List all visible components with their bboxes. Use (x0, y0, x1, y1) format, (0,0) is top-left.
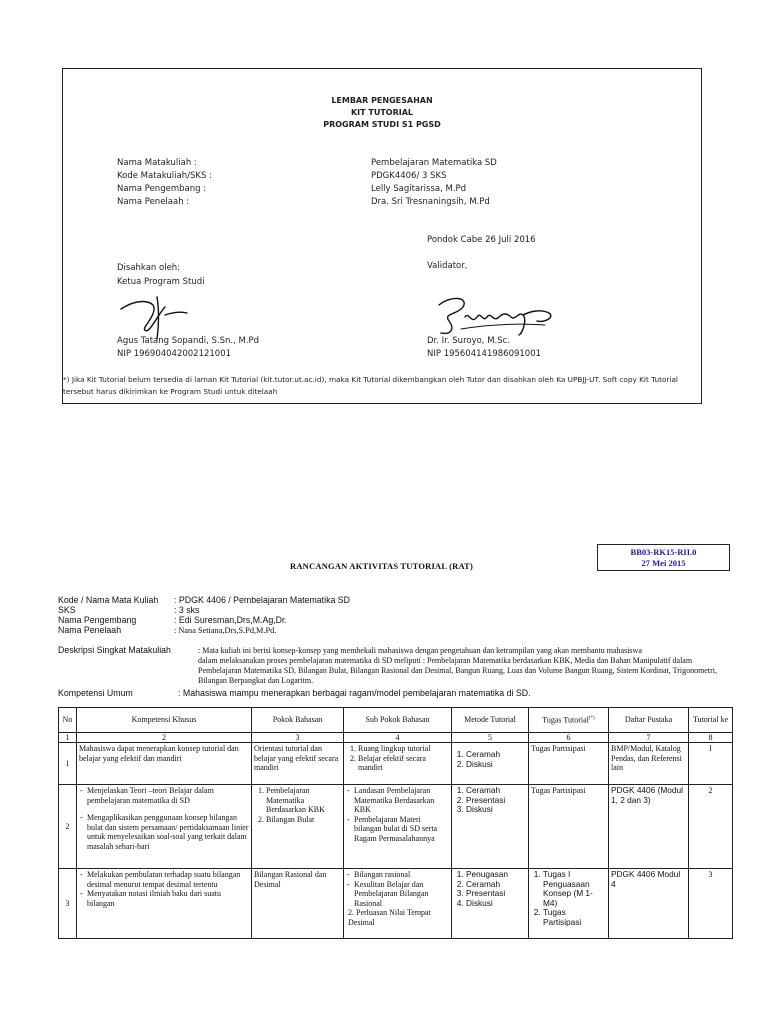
cell-kompetensi: - Menjelaskan Teori –teori Belajar dalam pembelajaran matematika di SD - Mengaplikasikan penggunaan konsep bilangan bulat dan sistem persamaan/ pertidaksamaan linier untuk menyelesaikan soal-soal yang terkait dalam masalah sehari-hari (77, 785, 252, 869)
approval-note: *) Jika Kit Tutorial belum tersedia di laman Kit Tutorial (kit.tutor.ut.ac.id), maka Kit Tutorial dikembangkan oleh Tutor dan disahkan oleh Ka UPBJJ-UT. Soft copy Kit Tutorial tersebut harus dikirimkan ke Program Studi untuk ditelaah (63, 375, 678, 396)
cell-tugas: Tugas Partisipasi (529, 785, 609, 869)
cell-pokok: Orientasi tutorial dan belajar yang efektif secara mandiri (252, 743, 344, 785)
cell-tutorial-ke: 2 (689, 785, 733, 869)
table-row (59, 743, 733, 785)
approval-sheet-title: LEMBAR PENGESAHAN KIT TUTORIAL PROGRAM STUDI S1 PGSD (323, 96, 441, 129)
rat-title: RANCANGAN AKTIVITAS TUTORIAL (RAT) (290, 561, 474, 571)
validator-signature (425, 291, 565, 341)
approval-sheet (62, 68, 702, 404)
cell-sub: 1. Ruang lingkup tutorial 2. Belajar efektif secara mandiri (344, 743, 452, 785)
approver-nip: NIP 196904042002121001 (117, 349, 232, 359)
approved-by: Disahkan oleh: Ketua Program Studi (117, 263, 205, 287)
header-pokok: Pokok Bahasan (252, 708, 344, 733)
header-no: No (59, 708, 77, 733)
field-labels (117, 157, 212, 209)
cell-metode: 1. Penugasan 2. Ceramah 3. Presentasi 4. Diskusi (452, 869, 529, 939)
info-pengembang: Nama Pengembang : Edi Suresman,Drs,M.Ag,Dr. (58, 615, 287, 625)
info-kode: Kode / Nama Mata Kuliah : PDGK 4406 / Pembelajaran Matematika SD (58, 595, 351, 605)
approver-signature-block (117, 335, 259, 361)
document-code-box: BB03-RK15-RII.0 27 Mei 2015 (597, 544, 730, 571)
place-date: Pondok Cabe 26 Juli 2016 (427, 235, 536, 245)
info-sks: SKS : 3 sks (58, 605, 200, 615)
cell-no: 1 (59, 743, 77, 785)
field-label: Kode Matakuliah/SKS : (117, 171, 212, 181)
field-label: Nama Penelaah : (117, 197, 190, 207)
course-description: Deskripsi Singkat Matakuliah : Mata kuliah ini berisi konsep-konsep yang membekali mahasiswa dengan pengetahuan dan ketrampilan yang akan membantu mahasiswa dalam melaksanakan proses pembelajaran matematika di SD meliputi : Pembelajaran Matematika berdasarkan KBK, Media dan Bahan Manipulatif dalam Pembelajaran Matematika SD, Bilangan Bulat, Bilangan Rasional dan Desimal, Bangun Ruang, Luas dan Volume Bangun Ruang, Sistem Kordinat, Trigonometri, Bilangan Berpangkat dan Logaritm. (58, 645, 717, 685)
cell-sub: - Bilangan rasional - Kesulitan Belajar dan Pembelajaran Bilangan Rasional 2. Perluasan Nilai Tempat Desimal (344, 869, 452, 939)
field-values (371, 157, 497, 209)
header-pustaka: Daftar Pustaka (609, 708, 689, 733)
validator-signature-block (427, 335, 541, 361)
info-penelaah: Nama Penelaah : Nana Setiana,Drs,S.Pd,M.Pd. (58, 625, 277, 635)
cell-pokok: 1. Pembelajaran Matematika Berdasarkan KBK 2. Bilangan Bulat (252, 785, 344, 869)
field-value: PDGK4406/ 3 SKS (371, 171, 447, 181)
field-value: Dra. Sri Tresnaningsih, M.Pd (371, 197, 490, 207)
cell-tutorial-ke: 3 (689, 869, 733, 939)
header-metode: Metode Tutorial (452, 708, 529, 733)
field-label: Nama Matakuliah : (117, 158, 197, 168)
approver-name: Agus Tatang Sopandi, S.Sn., M.Pd (117, 336, 260, 346)
cell-pustaka: PDGK 4406 (Modul 1, 2 dan 3) (609, 785, 689, 869)
cell-metode: 1. Ceramah 2. Presentasi 3. Diskusi (452, 785, 529, 869)
table-row (59, 785, 733, 869)
info-kompetensi-umum: Kompetensi Umum : Mahasiswa mampu menerapkan berbagai ragam/model pembelajaran matematika di SD. (58, 688, 531, 698)
cell-tugas: Tugas Partisipasi (529, 743, 609, 785)
validator-label: Validator, (427, 261, 468, 271)
cell-tugas: 1. Tugas I Penguasaan Konsep (M 1- M4) 2. Tugas Partisipasi (529, 869, 609, 939)
field-label: Nama Pengembang : (117, 184, 207, 194)
rat-table (58, 707, 733, 939)
header-kompetensi: Kompetensi Khusus (77, 708, 252, 733)
validator-nip: NIP 195604141986091001 (427, 349, 542, 359)
header-tutorial-ke: Tutorial ke (689, 708, 733, 733)
field-value: Lelly Sagitarissa, M.Pd (371, 184, 467, 194)
header-tugas: Tugas Tutorial(*) (529, 708, 609, 733)
cell-pustaka: BMP/Modul, Katalog Pendas, dan Referensi lain (609, 743, 689, 785)
table-header-row (59, 708, 733, 733)
cell-no: 2 (59, 785, 77, 869)
column-number-row: 1 2 3 4 5 6 7 8 (59, 733, 733, 743)
cell-pustaka: PDGK 4406 Modul 4 (609, 869, 689, 939)
table-row (59, 869, 733, 939)
field-value: Pembelajaran Matematika SD (371, 158, 497, 168)
validator-name: Dr. Ir. Suroyo, M.Sc. (427, 336, 511, 346)
header-sub-pokok: Sub Pokok Bahasan (344, 708, 452, 733)
cell-metode: 1. Ceramah 2. Diskusi (452, 743, 529, 785)
cell-sub: - Landasan Pembelajaran Matematika Berdasarkan KBK - Pembelajaran Materi bilangan bulat di SD serta Ragam Permasalahannya (344, 785, 452, 869)
cell-tutorial-ke: I (689, 743, 733, 785)
cell-kompetensi: Mahasiswa dapat menerapkan konsep tutorial dan belajar yang efektif dan mandiri (77, 743, 252, 785)
cell-no: 3 (59, 869, 77, 939)
cell-pokok: Bilangan Rasional dan Desimal (252, 869, 344, 939)
cell-kompetensi: - Melakukan pembulatan terhadap suatu bilangan desimal menurut tempat desimal tertentu - Menyatakan notasi ilmiah baku dari suatu bilangan (77, 869, 252, 939)
